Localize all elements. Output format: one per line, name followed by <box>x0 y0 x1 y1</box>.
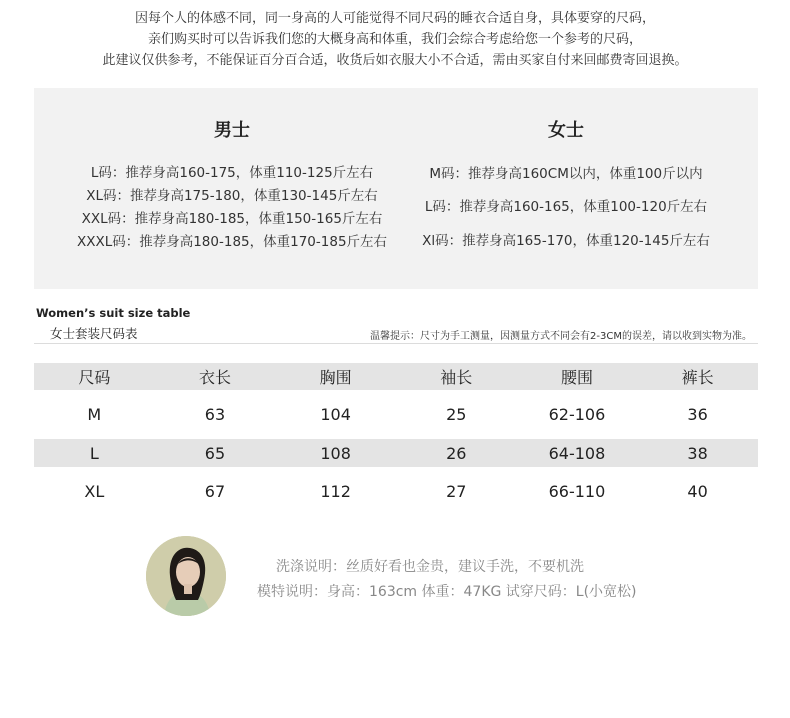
table-row <box>34 467 758 515</box>
model-avatar <box>146 536 226 616</box>
table-cell: M <box>87 405 102 424</box>
divider <box>34 343 758 344</box>
care-instructions: 洗涤说明：丝质好看也金贵，建议手洗，不要机洗 <box>276 559 584 575</box>
men-column <box>62 88 402 254</box>
table-cell: L <box>89 443 99 463</box>
men-line: XL码：推荐身高175-180，体重130-145斤左右 <box>86 188 378 204</box>
women-title: 女士 <box>548 120 584 141</box>
table-cell: 67 <box>204 481 226 501</box>
table-row <box>34 390 758 439</box>
intro-line-2: 亲们购买时可以告诉我们您的大概身高和体重，我们会综合考虑给您一个参考的尺码， <box>147 32 642 47</box>
table-cell: 63 <box>204 405 226 424</box>
table-cell: 26 <box>446 443 467 463</box>
model-portrait-image <box>146 536 226 616</box>
table-cell: 27 <box>446 481 467 501</box>
table-cell: 108 <box>320 443 351 463</box>
table-cell: 65 <box>204 443 226 463</box>
table-cell: 64-108 <box>548 443 606 463</box>
column-header: 腰围 <box>560 368 593 387</box>
intro-line-1: 因每个人的体感不同，同一身高的人可能觉得不同尺码的睡衣合适自身，具体要穿的尺码， <box>134 11 655 26</box>
intro-text <box>0 8 790 71</box>
measurement-tip: 温馨提示：尺寸为手工测量，因测量方式不同会有2-3CM的误差，请以收到实物为准。 <box>370 331 752 342</box>
table-cell: 66-110 <box>548 481 606 501</box>
women-line: L码：推荐身高160-165，体重100-120斤左右 <box>424 199 708 215</box>
table-cell: 112 <box>320 481 351 501</box>
table-header-row <box>34 363 758 390</box>
table-row <box>34 439 758 467</box>
size-recommendation-panel <box>34 88 758 289</box>
model-info: 模特说明：身高：163cm 体重：47KG 试穿尺码：L(小宽松) <box>257 584 637 600</box>
size-table <box>34 363 758 515</box>
column-header: 尺码 <box>78 368 111 387</box>
column-header: 衣长 <box>198 368 231 387</box>
table-cell: XL <box>84 481 105 501</box>
table-title-en: Women’s suit size table <box>36 306 191 320</box>
table-cell: 104 <box>320 405 351 424</box>
men-line: XXXL码：推荐身高180-185，体重170-185斤左右 <box>76 234 388 250</box>
table-cell: 25 <box>446 405 467 424</box>
men-line: XXL码：推荐身高180-185，体重150-165斤左右 <box>81 211 383 227</box>
women-column <box>396 88 736 258</box>
table-cell: 62-106 <box>548 405 606 424</box>
women-line: Xl码：推荐身高165-170，体重120-145斤左右 <box>422 233 710 249</box>
table-cell: 40 <box>687 481 708 501</box>
table-cell: 36 <box>687 405 708 424</box>
intro-line-3: 此建议仅供参考，不能保证百分百合适，收货后如衣服大小不合适，需由买家自付来回邮费寄回退换。 <box>102 53 688 68</box>
men-title: 男士 <box>214 120 250 141</box>
women-line: M码：推荐身高160CM以内，体重100斤以内 <box>429 166 703 182</box>
table-cell: 38 <box>687 443 708 463</box>
column-header: 胸围 <box>319 368 352 387</box>
column-header: 袖长 <box>440 368 473 387</box>
column-header: 裤长 <box>681 368 714 387</box>
table-title-cn: 女士套装尺码表 <box>50 326 138 341</box>
men-line: L码：推荐身高160-175，体重110-125斤左右 <box>90 165 374 181</box>
